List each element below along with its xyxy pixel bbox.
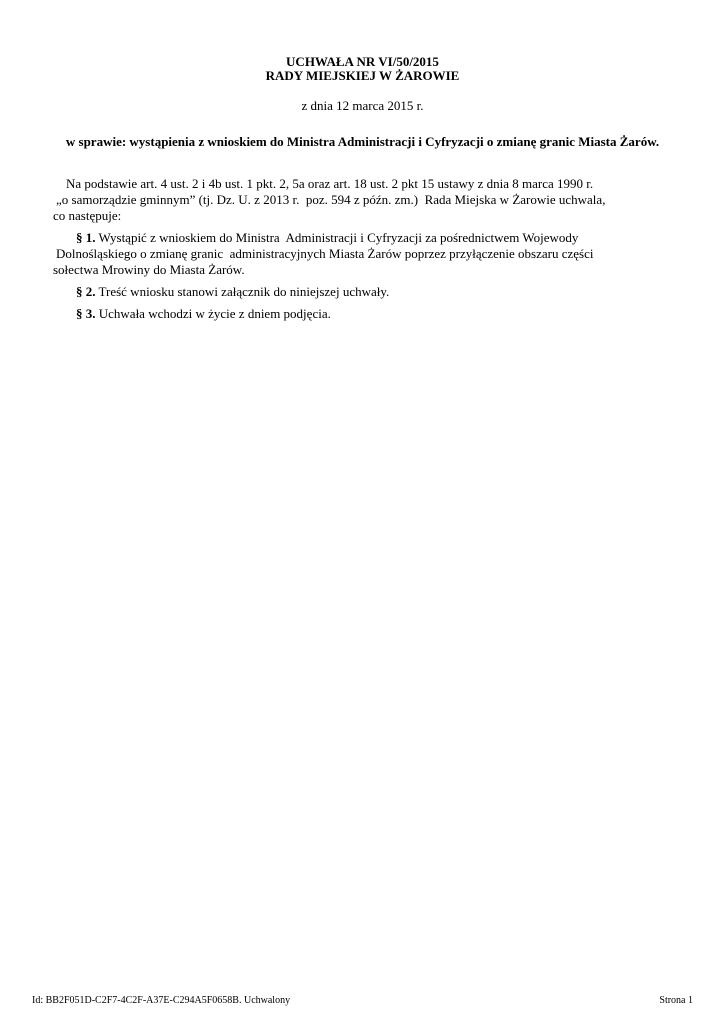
section-1-mark: § 1. bbox=[76, 230, 96, 245]
section-1-text: Wystąpić z wnioskiem do Ministra Administracji i Cyfryzacji za pośrednictwem Wojewody bbox=[95, 230, 579, 245]
resolution-number: UCHWAŁA NR VI/50/2015 bbox=[286, 54, 439, 69]
intro-line-1: Na podstawie art. 4 ust. 2 i 4b ust. 1 pkt. 2, 5a oraz art. 18 ust. 2 pkt 15 ustawy z dnia 8 marca 1990 r. bbox=[66, 176, 594, 191]
document-id: Id: BB2F051D-C2F7-4C2F-A37E-C294A5F0658B. Uchwalony bbox=[32, 995, 291, 1006]
section-2 bbox=[76, 284, 389, 300]
intro-line-2: „o samorządzie gminnym” (tj. Dz. U. z 2013 r. poz. 594 z późn. zm.) Rada Miejska w Żarowie uchwala, bbox=[56, 192, 606, 207]
section-3-text: Uchwała wchodzi w życie z dniem podjęcia. bbox=[95, 306, 331, 321]
section-1-line-1 bbox=[76, 230, 578, 246]
section-3 bbox=[76, 306, 331, 322]
resolution-date: z dnia 12 marca 2015 r. bbox=[301, 98, 424, 113]
section-1-line-2: Dolnośląskiego o zmianę granic administracyjnych Miasta Żarów poprzez przyłączenie obszaru części bbox=[56, 246, 594, 261]
intro-line-3: co następuje: bbox=[53, 208, 122, 223]
section-2-text: Treść wniosku stanowi załącznik do niniejszej uchwały. bbox=[95, 284, 390, 299]
page-number: Strona 1 bbox=[659, 995, 693, 1006]
council-name: RADY MIEJSKIEJ W ŻAROWIE bbox=[265, 68, 460, 83]
section-2-mark: § 2. bbox=[76, 284, 96, 299]
section-3-mark: § 3. bbox=[76, 306, 96, 321]
section-1-line-3: sołectwa Mrowiny do Miasta Żarów. bbox=[53, 262, 245, 277]
resolution-subject: w sprawie: wystąpienia z wnioskiem do Ministra Administracji i Cyfryzacji o zmianę granic Miasta Żarów. bbox=[65, 134, 660, 149]
